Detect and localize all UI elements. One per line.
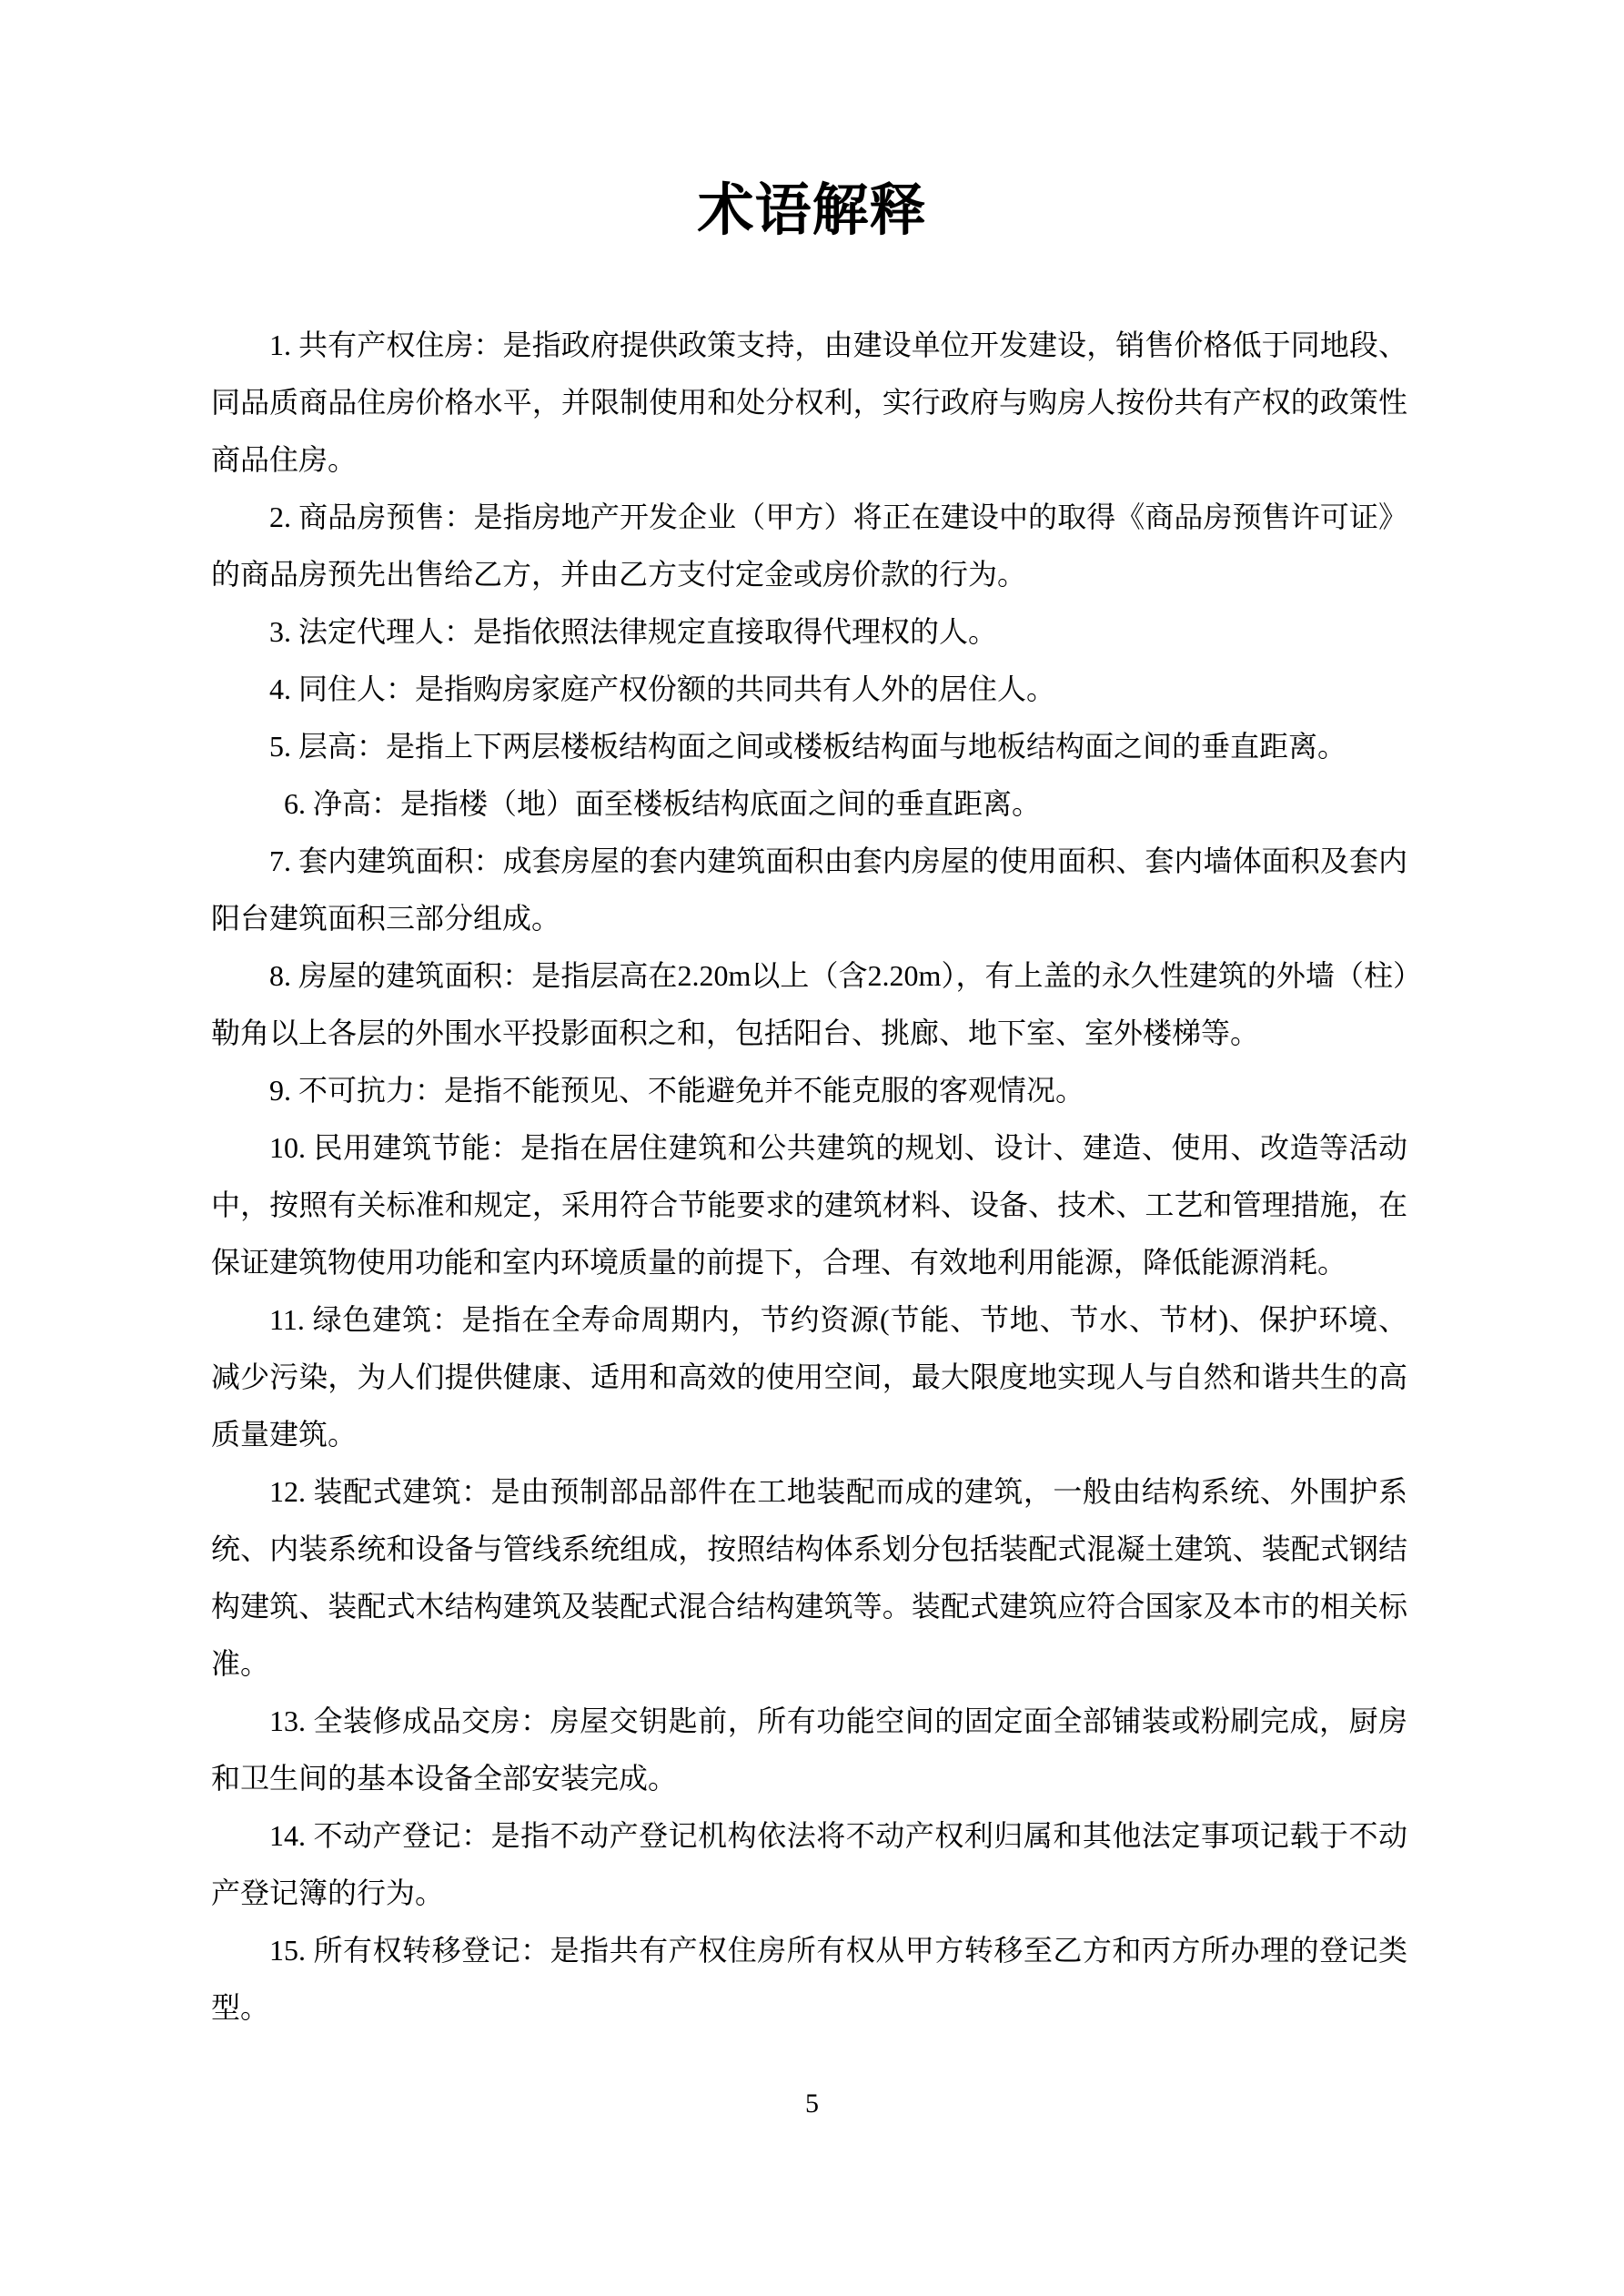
term-paragraph-14: 14. 不动产登记：是指不动产登记机构依法将不动产权利归属和其他法定事项记载于不动产登记簿的行为。 — [211, 1819, 1407, 1909]
term-paragraph-11: 11. 绿色建筑：是指在全寿命周期内，节约资源(节能、节地、节水、节材)、保护环境、减少污染，为人们提供健康、适用和高效的使用空间，最大限度地实现人与自然和谐共生的高质量建筑。 — [211, 1303, 1407, 1451]
term-paragraph-1: 1. 共有产权住房：是指政府提供政策支持，由建设单位开发建设，销售价格低于同地段、同品质商品住房价格水平，并限制使用和处分权利，实行政府与购房人按份共有产权的政策性商品住房。 — [211, 329, 1407, 476]
term-paragraph-15: 15. 所有权转移登记：是指共有产权住房所有权从甲方转移至乙方和丙方所办理的登记类型。 — [211, 1934, 1407, 2024]
term-paragraph-4: 4. 同住人：是指购房家庭产权份额的共同共有人外的居住人。 — [269, 673, 1056, 705]
term-paragraph-8: 8. 房屋的建筑面积：是指层高在2.20m以上（含2.20m），有上盖的永久性建筑的外墙（柱）勒角以上各层的外围水平投影面积之和，包括阳台、挑廊、地下室、室外楼梯等。 — [211, 959, 1407, 1049]
term-paragraph-2: 2. 商品房预售：是指房地产开发企业（甲方）将正在建设中的取得《商品房预售许可证》的商品房预先出售给乙方，并由乙方支付定金或房价款的行为。 — [211, 501, 1407, 591]
term-paragraph-6: 6. 净高：是指楼（地）面至楼板结构底面之间的垂直距离。 — [269, 787, 1042, 820]
term-paragraph-9: 9. 不可抗力：是指不能预见、不能避免并不能克服的客观情况。 — [269, 1074, 1085, 1107]
terms-list — [211, 317, 1407, 2037]
page-title: 术语解释 — [697, 180, 927, 242]
term-paragraph-10: 10. 民用建筑节能：是指在居住建筑和公共建筑的规划、设计、建造、使用、改造等活动中，按照有关标准和规定，采用符合节能要求的建筑材料、设备、技术、工艺和管理措施，在保证建筑物使用功能和室内环境质量的前提下，合理、有效地利用能源，降低能源消耗。 — [211, 1131, 1407, 1279]
term-paragraph-13: 13. 全装修成品交房：房屋交钥匙前，所有功能空间的固定面全部铺装或粉刷完成，厨房和卫生间的基本设备全部安装完成。 — [211, 1704, 1407, 1795]
term-paragraph-7: 7. 套内建筑面积：成套房屋的套内建筑面积由套内房屋的使用面积、套内墙体面积及套内阳台建筑面积三部分组成。 — [211, 845, 1407, 935]
term-paragraph-3: 3. 法定代理人：是指依照法律规定直接取得代理权的人。 — [269, 615, 998, 648]
term-paragraph-12: 12. 装配式建筑：是由预制部品部件在工地装配而成的建筑，一般由结构系统、外围护系统、内装系统和设备与管线系统组成，按照结构体系划分包括装配式混凝土建筑、装配式钢结构建筑、装配式木结构建筑及装配式混合结构建筑等。装配式建筑应符合国家及本市的相关标准。 — [211, 1475, 1407, 1680]
page-number: 5 — [805, 2089, 819, 2119]
term-paragraph-5: 5. 层高：是指上下两层楼板结构面之间或楼板结构面与地板结构面之间的垂直距离。 — [269, 730, 1347, 763]
